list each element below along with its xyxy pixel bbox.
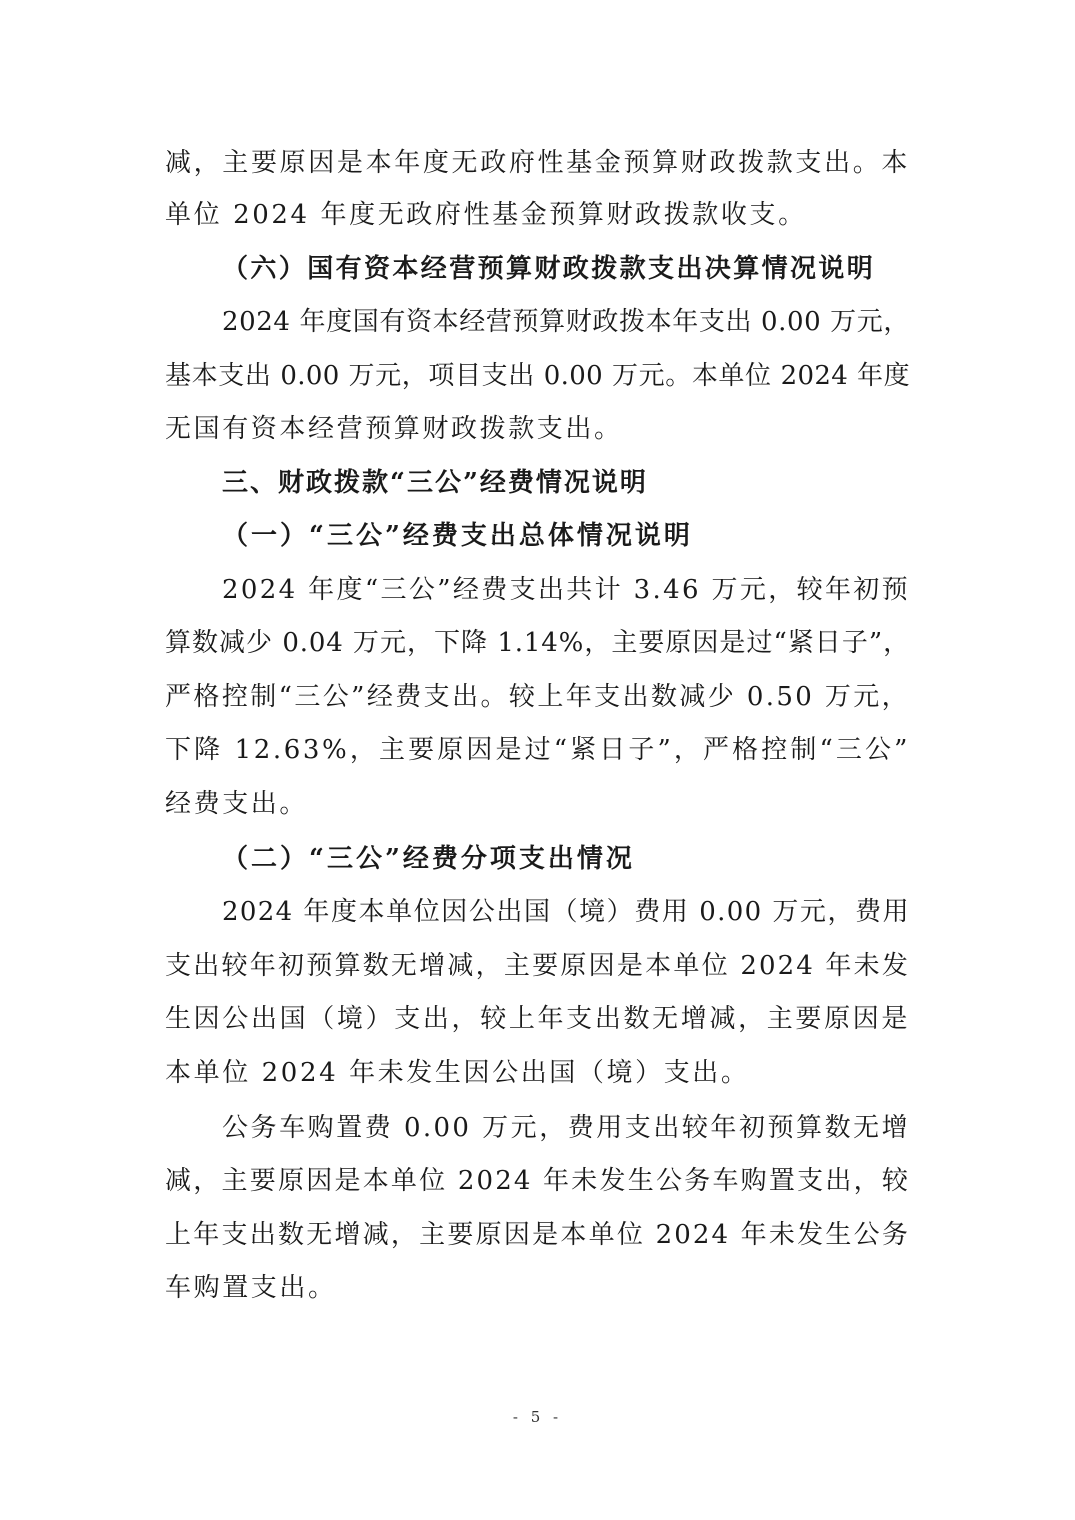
body-text-line: 减，主要原因是本年度无政府性基金预算财政拨款支出。本	[165, 148, 910, 178]
section-heading-two: （二）“三公”经费分项支出情况	[222, 844, 635, 874]
section-heading-six: （六）国有资本经营预算财政拨款支出决算情况说明	[222, 254, 876, 284]
body-text-line: 下降 12.63%，主要原因是过“紧日子”，严格控制“三公”	[165, 735, 910, 765]
body-text-line: 2024 年度国有资本经营预算财政拨本年支出 0.00 万元，	[222, 307, 910, 337]
body-text-line: 本单位 2024 年未发生因公出国（境）支出。	[165, 1058, 750, 1088]
body-text-line: 2024 年度本单位因公出国（境）费用 0.00 万元，费用	[222, 897, 910, 927]
body-text-line: 算数减少 0.04 万元，下降 1.14%，主要原因是过“紧日子”，	[165, 628, 910, 658]
body-text-line: 2024 年度“三公”经费支出共计 3.46 万元，较年初预	[222, 575, 910, 605]
body-text-line: 公务车购置费 0.00 万元，费用支出较年初预算数无增	[222, 1113, 910, 1143]
body-text-line: 经费支出。	[165, 789, 309, 819]
section-heading-one: （一）“三公”经费支出总体情况说明	[222, 521, 693, 551]
body-text-line: 减，主要原因是本单位 2024 年未发生公务车购置支出，较	[165, 1166, 910, 1196]
body-text-line: 生因公出国（境）支出，较上年支出数无增减，主要原因是	[165, 1004, 910, 1034]
body-text-line: 支出较年初预算数无增减，主要原因是本单位 2024 年未发	[165, 951, 910, 981]
body-text-line: 无国有资本经营预算财政拨款支出。	[165, 414, 623, 444]
body-text-line: 车购置支出。	[165, 1273, 337, 1303]
body-text-line: 单位 2024 年度无政府性基金预算财政拨款收支。	[165, 200, 807, 230]
body-text-line: 严格控制“三公”经费支出。较上年支出数减少 0.50 万元，	[165, 682, 910, 712]
section-heading-three: 三、财政拨款“三公”经费情况说明	[222, 468, 648, 498]
body-text-line: 上年支出数无增减，主要原因是本单位 2024 年未发生公务	[165, 1220, 910, 1250]
page-number: - 5 -	[512, 1408, 563, 1426]
body-text-line: 基本支出 0.00 万元，项目支出 0.00 万元。本单位 2024 年度	[165, 361, 910, 391]
